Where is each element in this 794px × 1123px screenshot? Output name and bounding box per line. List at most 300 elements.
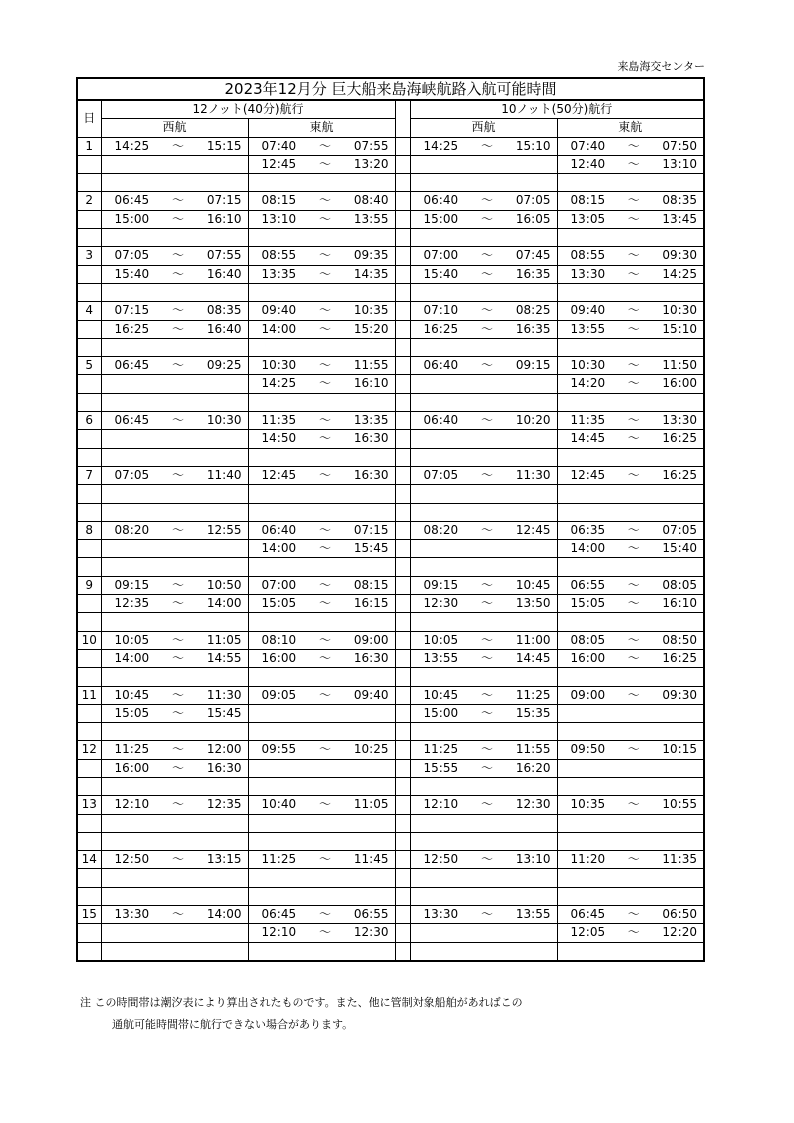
time-cell-east-10knot: [557, 595, 704, 613]
footnote-line-2: 通航可能時間帯に航行できない場合があります。: [112, 1018, 354, 1031]
time-cell-east-12knot: [248, 851, 395, 869]
tilde-separator: ～: [480, 852, 493, 867]
day-cell: [77, 613, 101, 631]
time-cell-east-10knot: [557, 210, 704, 228]
tilde-separator: ～: [627, 650, 640, 665]
tilde-separator: ～: [318, 266, 331, 281]
table-row: [77, 704, 704, 722]
time-cell-east-10knot: [557, 796, 704, 814]
tilde-separator: ～: [627, 596, 640, 611]
spacer-cell: [395, 759, 410, 777]
tilde-separator: ～: [318, 431, 331, 446]
table-row: [77, 302, 704, 320]
time-cell-east-12knot: [248, 466, 395, 484]
end-time: 08:05: [662, 577, 697, 592]
time-cell-east-10knot: [557, 832, 704, 850]
start-time: 14:25: [114, 138, 150, 153]
end-time: 12:00: [206, 742, 242, 757]
end-time: 16:25: [662, 431, 697, 446]
end-time: 15:35: [515, 705, 551, 720]
table-row: [77, 796, 704, 814]
time-cell-west-10knot: [410, 393, 557, 411]
time-cell-west-10knot: [410, 777, 557, 795]
time-cell-east-12knot: [248, 631, 395, 649]
time-cell-east-12knot: [248, 704, 395, 722]
end-time: 15:20: [353, 321, 389, 336]
table-row: [77, 777, 704, 795]
tilde-separator: ～: [627, 541, 640, 556]
time-cell-east-12knot: [248, 832, 395, 850]
end-time: 13:35: [353, 413, 389, 428]
start-time: 08:55: [570, 248, 606, 263]
time-cell-west-10knot: [410, 613, 557, 631]
time-cell-west-10knot: [410, 265, 557, 283]
time-cell-east-10knot: [557, 393, 704, 411]
tilde-separator: ～: [627, 303, 640, 318]
spacer-cell: [395, 174, 410, 192]
end-time: 11:05: [206, 632, 242, 647]
table-row: [77, 357, 704, 375]
time-cell-west-10knot: [410, 174, 557, 192]
time-cell-west-10knot: [410, 924, 557, 942]
tilde-separator: ～: [318, 742, 331, 757]
start-time: 09:15: [423, 577, 459, 592]
time-cell-east-12knot: [248, 210, 395, 228]
time-cell-west-12knot: [101, 521, 248, 539]
time-cell-east-12knot: [248, 558, 395, 576]
tilde-separator: ～: [627, 211, 640, 226]
time-cell-west-10knot: [410, 576, 557, 594]
tilde-separator: ～: [627, 248, 640, 263]
spacer-cell: [395, 412, 410, 430]
time-cell-west-10knot: [410, 320, 557, 338]
table-row: [77, 448, 704, 466]
time-cell-west-10knot: [410, 540, 557, 558]
end-time: 16:15: [353, 596, 389, 611]
start-time: 08:15: [261, 193, 297, 208]
spacer-cell: [395, 887, 410, 905]
time-cell-east-12knot: [248, 155, 395, 173]
tilde-separator: ～: [171, 467, 184, 482]
start-time: 10:30: [261, 358, 297, 373]
time-cell-west-10knot: [410, 448, 557, 466]
spacer-cell: [395, 302, 410, 320]
table-row: [77, 924, 704, 942]
end-time: 16:20: [515, 760, 551, 775]
spacer-cell: [395, 247, 410, 265]
time-cell-east-10knot: [557, 631, 704, 649]
day-cell: [77, 649, 101, 667]
end-time: 12:20: [662, 925, 697, 940]
start-time: 12:10: [423, 797, 459, 812]
tilde-separator: ～: [480, 907, 493, 922]
west-header-10knot: 西航: [410, 119, 557, 137]
time-cell-west-10knot: [410, 851, 557, 869]
tilde-separator: ～: [480, 797, 493, 812]
start-time: 09:15: [114, 577, 150, 592]
start-time: 12:30: [423, 596, 459, 611]
end-time: 08:35: [662, 193, 697, 208]
end-time: 15:10: [515, 138, 551, 153]
time-cell-east-10knot: [557, 137, 704, 155]
start-time: 08:55: [261, 248, 297, 263]
end-time: 07:55: [206, 248, 242, 263]
time-cell-west-12knot: [101, 668, 248, 686]
time-cell-east-10knot: [557, 338, 704, 356]
time-cell-west-12knot: [101, 723, 248, 741]
day-cell: [77, 265, 101, 283]
start-time: 08:20: [423, 522, 459, 537]
tilde-separator: ～: [627, 522, 640, 537]
spacer-cell: [395, 448, 410, 466]
time-cell-west-12knot: [101, 393, 248, 411]
spacer-cell: [395, 137, 410, 155]
tilde-separator: ～: [627, 156, 640, 171]
time-cell-west-12knot: [101, 155, 248, 173]
spacer-cell: [395, 942, 410, 961]
time-cell-west-12knot: [101, 466, 248, 484]
start-time: 06:40: [261, 522, 297, 537]
tilde-separator: ～: [480, 358, 493, 373]
end-time: 08:40: [353, 193, 389, 208]
start-time: 14:00: [261, 541, 297, 556]
time-cell-west-12knot: [101, 887, 248, 905]
time-cell-east-12knot: [248, 741, 395, 759]
time-cell-west-10knot: [410, 503, 557, 521]
time-cell-east-10knot: [557, 448, 704, 466]
time-cell-west-12knot: [101, 192, 248, 210]
end-time: 14:45: [515, 650, 551, 665]
start-time: 15:55: [423, 760, 459, 775]
day-cell: 13: [77, 796, 101, 814]
start-time: 13:55: [570, 321, 606, 336]
table-row: [77, 412, 704, 430]
time-cell-east-12knot: [248, 576, 395, 594]
end-time: 07:05: [515, 193, 551, 208]
spacer-cell: [395, 686, 410, 704]
tilde-separator: ～: [171, 632, 184, 647]
tilde-separator: ～: [318, 321, 331, 336]
time-cell-west-12knot: [101, 503, 248, 521]
tilde-separator: ～: [171, 211, 184, 226]
end-time: 16:05: [515, 211, 551, 226]
time-cell-west-12knot: [101, 832, 248, 850]
time-cell-east-10knot: [557, 741, 704, 759]
time-cell-east-12knot: [248, 521, 395, 539]
table-row: [77, 247, 704, 265]
day-cell: [77, 540, 101, 558]
day-cell: [77, 887, 101, 905]
group-header-10knot: 10ノット(50分)航行: [410, 100, 704, 119]
time-cell-east-10knot: [557, 869, 704, 887]
time-cell-west-12knot: [101, 814, 248, 832]
table-row: [77, 155, 704, 173]
tilde-separator: ～: [171, 907, 184, 922]
time-cell-west-10knot: [410, 137, 557, 155]
end-time: 16:35: [515, 321, 551, 336]
day-cell: [77, 448, 101, 466]
tilde-separator: ～: [627, 687, 640, 702]
tilde-separator: ～: [171, 193, 184, 208]
time-cell-west-12knot: [101, 851, 248, 869]
time-cell-east-12knot: [248, 540, 395, 558]
time-cell-west-12knot: [101, 412, 248, 430]
start-time: 12:50: [423, 852, 459, 867]
tilde-separator: ～: [171, 760, 184, 775]
end-time: 09:30: [662, 248, 697, 263]
tilde-separator: ～: [318, 925, 331, 940]
start-time: 08:15: [570, 193, 606, 208]
spacer-cell: [395, 851, 410, 869]
end-time: 08:25: [515, 303, 551, 318]
tilde-separator: ～: [480, 303, 493, 318]
tilde-separator: ～: [318, 467, 331, 482]
spacer-cell: [395, 777, 410, 795]
time-cell-west-12knot: [101, 174, 248, 192]
time-cell-west-10knot: [410, 521, 557, 539]
footnote: [80, 992, 523, 1036]
start-time: 10:40: [261, 797, 297, 812]
start-time: 15:05: [114, 705, 150, 720]
time-cell-east-10knot: [557, 485, 704, 503]
time-cell-east-12knot: [248, 174, 395, 192]
time-cell-east-12knot: [248, 393, 395, 411]
time-cell-east-12knot: [248, 942, 395, 961]
end-time: 16:35: [515, 266, 551, 281]
table-row: [77, 265, 704, 283]
day-cell: [77, 814, 101, 832]
table-row: [77, 466, 704, 484]
end-time: 11:30: [515, 467, 551, 482]
day-cell: 6: [77, 412, 101, 430]
end-time: 06:55: [353, 907, 389, 922]
time-cell-west-10knot: [410, 704, 557, 722]
day-cell: [77, 338, 101, 356]
end-time: 10:25: [353, 742, 389, 757]
spacer-cell: [395, 741, 410, 759]
time-cell-east-10knot: [557, 906, 704, 924]
time-cell-east-10knot: [557, 283, 704, 301]
time-cell-east-10knot: [557, 613, 704, 631]
end-time: 15:10: [662, 321, 697, 336]
tilde-separator: ～: [318, 248, 331, 263]
time-cell-east-10knot: [557, 668, 704, 686]
time-cell-east-10knot: [557, 942, 704, 961]
time-cell-west-10knot: [410, 155, 557, 173]
time-cell-east-10knot: [557, 412, 704, 430]
spacer-cell: [395, 595, 410, 613]
end-time: 14:55: [206, 650, 242, 665]
time-cell-west-10knot: [410, 558, 557, 576]
tilde-separator: ～: [627, 577, 640, 592]
start-time: 16:25: [423, 321, 459, 336]
end-time: 11:45: [353, 852, 389, 867]
tilde-separator: ～: [171, 852, 184, 867]
end-time: 12:35: [206, 797, 242, 812]
tilde-separator: ～: [318, 156, 331, 171]
time-cell-east-10knot: [557, 777, 704, 795]
start-time: 06:45: [114, 193, 150, 208]
spacer-cell: [395, 723, 410, 741]
start-time: 09:40: [570, 303, 606, 318]
start-time: 12:40: [570, 156, 606, 171]
time-cell-east-10knot: [557, 302, 704, 320]
end-time: 07:15: [353, 522, 389, 537]
day-cell: [77, 869, 101, 887]
time-cell-west-10knot: [410, 832, 557, 850]
time-cell-west-12knot: [101, 247, 248, 265]
time-cell-west-12knot: [101, 777, 248, 795]
end-time: 07:50: [662, 138, 697, 153]
end-time: 11:25: [515, 687, 551, 702]
west-header-12knot: 西航: [101, 119, 248, 137]
tilde-separator: ～: [480, 522, 493, 537]
start-time: 15:40: [114, 266, 150, 281]
start-time: 06:45: [114, 358, 150, 373]
tilde-separator: ～: [627, 742, 640, 757]
spacer-cell: [395, 832, 410, 850]
tilde-separator: ～: [480, 413, 493, 428]
day-cell: 1: [77, 137, 101, 155]
time-cell-east-10knot: [557, 521, 704, 539]
end-time: 09:15: [515, 358, 551, 373]
time-cell-east-12knot: [248, 924, 395, 942]
start-time: 09:50: [570, 742, 606, 757]
spacer-column: [395, 100, 410, 137]
time-cell-west-12knot: [101, 869, 248, 887]
start-time: 08:10: [261, 632, 297, 647]
day-cell: [77, 558, 101, 576]
time-cell-west-12knot: [101, 558, 248, 576]
footnote-line-1: 注 この時間帯は潮汐表により算出されたものです。また、他に管制対象船舶があればこの: [80, 996, 523, 1009]
tilde-separator: ～: [627, 193, 640, 208]
end-time: 12:45: [515, 522, 551, 537]
spacer-cell: [395, 503, 410, 521]
end-time: 12:55: [206, 522, 242, 537]
time-cell-east-12knot: [248, 412, 395, 430]
spacer-cell: [395, 869, 410, 887]
table-row: [77, 631, 704, 649]
start-time: 07:40: [261, 138, 297, 153]
time-cell-east-10knot: [557, 192, 704, 210]
start-time: 07:10: [423, 303, 459, 318]
spacer-cell: [395, 924, 410, 942]
end-time: 07:45: [515, 248, 551, 263]
time-cell-east-10knot: [557, 924, 704, 942]
tilde-separator: ～: [480, 687, 493, 702]
time-cell-east-10knot: [557, 503, 704, 521]
end-time: 15:45: [206, 705, 242, 720]
start-time: 14:45: [570, 431, 606, 446]
tilde-separator: ～: [627, 138, 640, 153]
time-cell-west-12knot: [101, 906, 248, 924]
day-cell: [77, 210, 101, 228]
start-time: 14:00: [114, 650, 150, 665]
day-cell: [77, 924, 101, 942]
tilde-separator: ～: [318, 650, 331, 665]
end-time: 12:30: [515, 797, 551, 812]
end-time: 07:05: [662, 522, 697, 537]
page-title: 2023年12月分 巨大船来島海峡航路入航可能時間: [77, 78, 704, 100]
time-cell-west-12knot: [101, 631, 248, 649]
time-cell-east-12knot: [248, 869, 395, 887]
time-cell-west-10knot: [410, 814, 557, 832]
time-cell-east-10knot: [557, 576, 704, 594]
tilde-separator: ～: [171, 742, 184, 757]
start-time: 07:00: [261, 577, 297, 592]
time-cell-west-12knot: [101, 357, 248, 375]
tilde-separator: ～: [627, 266, 640, 281]
time-cell-east-12knot: [248, 668, 395, 686]
time-cell-east-12knot: [248, 137, 395, 155]
time-cell-west-12knot: [101, 229, 248, 247]
time-cell-west-10knot: [410, 796, 557, 814]
tilde-separator: ～: [480, 577, 493, 592]
time-cell-west-12knot: [101, 704, 248, 722]
day-cell: 11: [77, 686, 101, 704]
tilde-separator: ～: [318, 577, 331, 592]
table-row: [77, 814, 704, 832]
spacer-cell: [395, 192, 410, 210]
start-time: 09:55: [261, 742, 297, 757]
time-cell-east-12knot: [248, 777, 395, 795]
table-row: [77, 430, 704, 448]
end-time: 14:35: [353, 266, 389, 281]
start-time: 10:05: [114, 632, 150, 647]
tilde-separator: ～: [627, 925, 640, 940]
time-cell-west-10knot: [410, 723, 557, 741]
spacer-cell: [395, 229, 410, 247]
tilde-separator: ～: [480, 705, 493, 720]
start-time: 06:35: [570, 522, 606, 537]
day-cell: 9: [77, 576, 101, 594]
time-cell-west-10knot: [410, 741, 557, 759]
spacer-cell: [395, 796, 410, 814]
start-time: 15:00: [114, 211, 150, 226]
start-time: 14:00: [261, 321, 297, 336]
tilde-separator: ～: [480, 138, 493, 153]
spacer-cell: [395, 155, 410, 173]
time-cell-west-10knot: [410, 668, 557, 686]
tilde-separator: ～: [171, 413, 184, 428]
time-cell-east-10knot: [557, 247, 704, 265]
time-cell-east-10knot: [557, 430, 704, 448]
table-row: [77, 229, 704, 247]
time-cell-west-12knot: [101, 338, 248, 356]
time-cell-east-12knot: [248, 229, 395, 247]
day-cell: 12: [77, 741, 101, 759]
tilde-separator: ～: [480, 211, 493, 226]
table-row: [77, 595, 704, 613]
end-time: 11:00: [515, 632, 551, 647]
table-row: [77, 393, 704, 411]
day-cell: [77, 229, 101, 247]
start-time: 11:25: [261, 852, 297, 867]
time-cell-west-10knot: [410, 192, 557, 210]
time-cell-east-12knot: [248, 613, 395, 631]
time-cell-west-10knot: [410, 412, 557, 430]
time-cell-west-12knot: [101, 540, 248, 558]
day-cell: [77, 283, 101, 301]
time-cell-west-12knot: [101, 576, 248, 594]
time-cell-west-12knot: [101, 613, 248, 631]
tilde-separator: ～: [627, 376, 640, 391]
table-row: [77, 375, 704, 393]
tilde-separator: ～: [171, 596, 184, 611]
start-time: 16:00: [114, 760, 150, 775]
end-time: 13:50: [515, 596, 551, 611]
time-cell-east-10knot: [557, 649, 704, 667]
